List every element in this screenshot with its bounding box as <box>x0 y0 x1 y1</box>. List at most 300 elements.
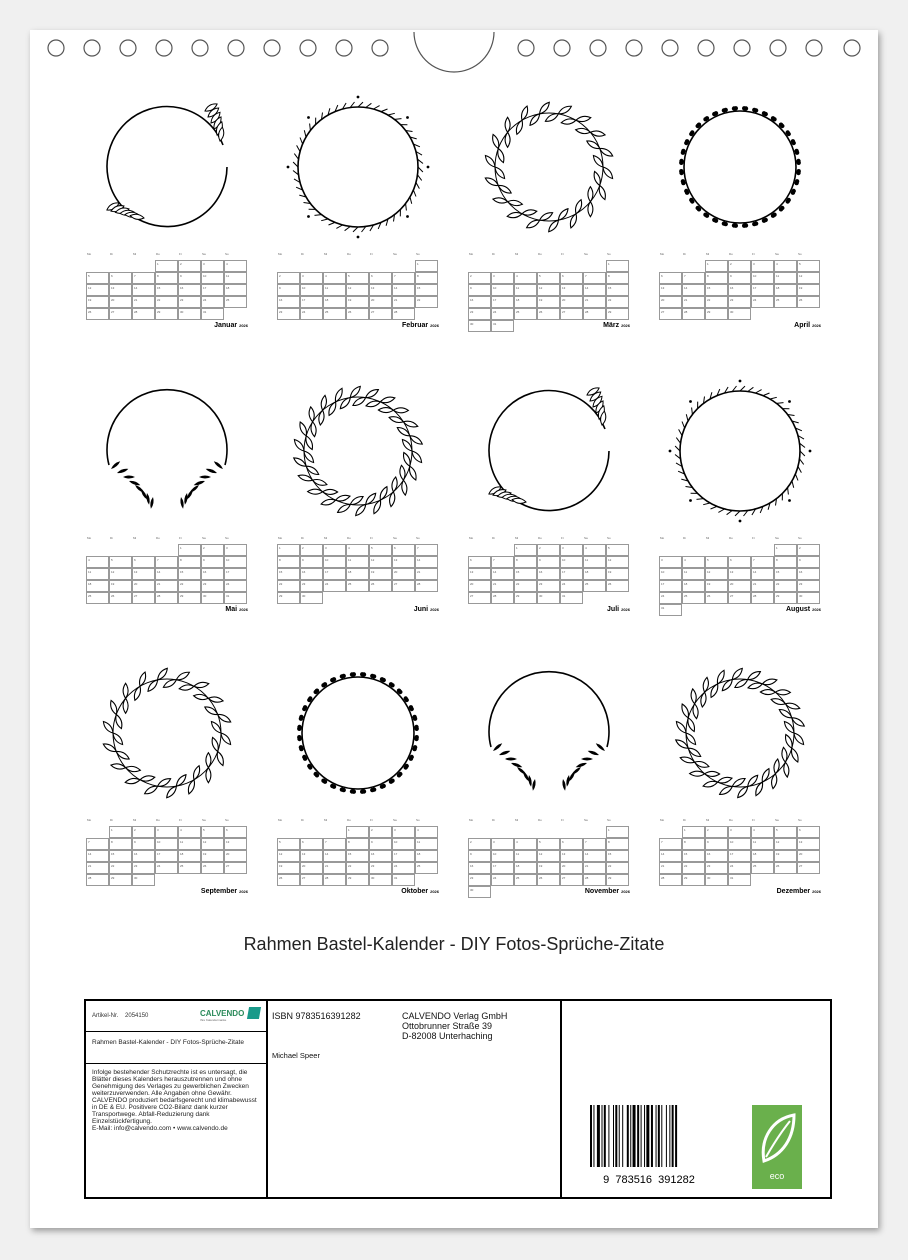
day-cell: 14 <box>392 284 415 296</box>
day-cell: 15 <box>155 284 178 296</box>
day-cell: 10 <box>300 284 323 296</box>
day-cell: 2 <box>132 826 155 838</box>
day-cell: 26 <box>797 296 820 308</box>
day-cell: 9 <box>201 556 224 568</box>
day-cell: 29 <box>705 308 728 320</box>
week-row <box>86 874 248 886</box>
calendar-title: Rahmen Bastel-Kalender - DIY Fotos-Sprüche-Zitate <box>243 934 665 954</box>
day-cell: 10 <box>751 272 774 284</box>
day-cell: 11 <box>514 284 537 296</box>
product-footer <box>84 999 832 1199</box>
day-cell: 23 <box>369 862 392 874</box>
day-cell: 3 <box>201 260 224 272</box>
day-cell: 10 <box>491 850 514 862</box>
day-cell-empty <box>682 544 705 556</box>
day-cell: 8 <box>346 838 369 850</box>
day-cell: 13 <box>132 568 155 580</box>
day-cell: 20 <box>109 296 132 308</box>
day-cell: 9 <box>797 556 820 568</box>
day-cell: 31 <box>659 604 682 616</box>
barcode-bar <box>644 1105 645 1167</box>
day-cell: 19 <box>606 568 629 580</box>
day-cell: 27 <box>109 308 132 320</box>
day-cell-empty <box>415 592 438 604</box>
weekday-label: Do <box>538 536 542 540</box>
day-cell: 26 <box>109 592 132 604</box>
month-day-grid <box>659 536 821 616</box>
day-cell: 19 <box>109 580 132 592</box>
day-cell: 19 <box>774 850 797 862</box>
barcode-bar <box>666 1105 667 1167</box>
day-cell: 2 <box>369 826 392 838</box>
weekday-label: Fr <box>370 536 373 540</box>
day-cell: 6 <box>797 826 820 838</box>
month-day-grid <box>277 818 439 886</box>
weekday-label: Mi <box>324 818 328 822</box>
weekday-label: Mo <box>469 818 474 822</box>
day-cell: 10 <box>560 556 583 568</box>
day-cell: 26 <box>201 862 224 874</box>
day-cell-empty <box>86 260 109 272</box>
day-cell: 4 <box>224 260 247 272</box>
divider <box>86 1031 266 1032</box>
day-cell: 8 <box>109 838 132 850</box>
day-cell: 26 <box>606 580 629 592</box>
day-cell: 28 <box>659 874 682 886</box>
week-row <box>468 850 630 862</box>
day-cell: 14 <box>659 850 682 862</box>
day-cell: 17 <box>659 580 682 592</box>
weekday-label: So <box>225 252 229 256</box>
day-cell: 11 <box>415 838 438 850</box>
day-cell: 19 <box>537 296 560 308</box>
day-cell: 1 <box>415 260 438 272</box>
day-cell: 26 <box>537 308 560 320</box>
day-cell-empty <box>369 592 392 604</box>
week-row <box>277 284 439 296</box>
day-cell: 29 <box>682 874 705 886</box>
day-cell: 31 <box>728 874 751 886</box>
day-cell: 8 <box>606 838 629 850</box>
month-label: Februar 2026 <box>402 322 439 329</box>
day-cell: 13 <box>560 850 583 862</box>
week-row <box>277 556 439 568</box>
day-cell: 14 <box>415 556 438 568</box>
day-cell: 18 <box>86 580 109 592</box>
weekday-label: Di <box>110 536 113 540</box>
day-cell-empty <box>514 826 537 838</box>
weekday-label: Fr <box>179 252 182 256</box>
wreath-frame <box>659 86 821 248</box>
weekday-label: Mi <box>133 818 137 822</box>
day-cell: 14 <box>86 850 109 862</box>
day-cell: 3 <box>751 260 774 272</box>
day-cell: 11 <box>514 850 537 862</box>
weekday-label: Do <box>347 818 351 822</box>
week-row <box>86 272 248 284</box>
wreath-frame <box>86 652 248 814</box>
barcode-bar <box>619 1105 620 1167</box>
month-day-grid <box>468 818 630 898</box>
weekday-label: Fr <box>370 252 373 256</box>
week-row <box>659 862 821 874</box>
barcode-bar <box>656 1105 657 1167</box>
day-cell: 11 <box>583 556 606 568</box>
day-cell: 2 <box>201 544 224 556</box>
month-5 <box>86 370 248 618</box>
day-cell: 22 <box>774 580 797 592</box>
barcode-bar <box>615 1105 617 1167</box>
weekday-label: So <box>416 252 420 256</box>
day-cell: 6 <box>132 556 155 568</box>
day-cell: 27 <box>300 874 323 886</box>
day-cell-empty <box>491 544 514 556</box>
day-cell: 14 <box>751 568 774 580</box>
day-cell-empty <box>415 308 438 320</box>
divider <box>86 1063 266 1064</box>
day-cell: 5 <box>705 556 728 568</box>
day-cell: 10 <box>659 568 682 580</box>
day-cell: 9 <box>537 556 560 568</box>
weekday-label: So <box>607 252 611 256</box>
day-cell: 15 <box>178 568 201 580</box>
article-number: Artikel-Nr. 2054150 <box>92 1013 149 1019</box>
day-cell: 15 <box>606 850 629 862</box>
month-9 <box>86 652 248 900</box>
day-cell: 8 <box>705 272 728 284</box>
month-8 <box>659 370 821 618</box>
month-label: November 2026 <box>584 888 630 895</box>
day-cell-empty <box>797 308 820 320</box>
week-row <box>468 296 630 308</box>
day-cell: 28 <box>751 592 774 604</box>
day-cell: 14 <box>155 568 178 580</box>
day-cell: 3 <box>560 544 583 556</box>
week-row <box>659 592 821 604</box>
day-cell: 4 <box>86 556 109 568</box>
day-cell: 15 <box>774 568 797 580</box>
author: Michael Speer <box>272 1051 320 1060</box>
day-cell: 20 <box>560 296 583 308</box>
barcode-bar <box>593 1105 594 1167</box>
barcode-bar <box>604 1105 606 1167</box>
day-cell: 7 <box>583 272 606 284</box>
day-cell: 22 <box>415 296 438 308</box>
day-cell: 2 <box>277 272 300 284</box>
day-cell: 28 <box>132 308 155 320</box>
month-day-grid <box>86 252 248 320</box>
day-cell: 12 <box>774 838 797 850</box>
day-cell: 4 <box>415 826 438 838</box>
week-row <box>468 308 630 320</box>
month-label: Dezember 2026 <box>776 888 821 895</box>
weekday-label: So <box>225 818 229 822</box>
calvendo-logo: CALVENDO Ihre Kalendermarke <box>200 1009 245 1022</box>
day-cell: 25 <box>751 862 774 874</box>
day-cell: 24 <box>751 296 774 308</box>
day-cell: 23 <box>797 580 820 592</box>
week-row <box>86 850 248 862</box>
day-cell: 7 <box>132 272 155 284</box>
day-cell: 11 <box>682 568 705 580</box>
day-cell-empty <box>537 320 560 332</box>
day-cell: 19 <box>705 580 728 592</box>
day-cell: 12 <box>346 284 369 296</box>
day-cell: 18 <box>514 296 537 308</box>
day-cell: 31 <box>560 592 583 604</box>
week-row <box>277 580 439 592</box>
day-cell: 24 <box>491 874 514 886</box>
day-cell: 8 <box>178 556 201 568</box>
month-label: Juli 2026 <box>607 606 630 613</box>
weekday-label: Do <box>347 252 351 256</box>
weekday-label: Sa <box>202 818 206 822</box>
day-cell: 27 <box>132 592 155 604</box>
day-cell: 30 <box>537 592 560 604</box>
day-cell: 29 <box>277 592 300 604</box>
day-cell: 7 <box>323 838 346 850</box>
weekday-label: So <box>225 536 229 540</box>
day-cell: 9 <box>132 838 155 850</box>
month-1 <box>86 86 248 334</box>
day-cell-empty <box>751 308 774 320</box>
month-label: April 2026 <box>794 322 821 329</box>
day-cell: 24 <box>224 580 247 592</box>
day-cell: 2 <box>797 544 820 556</box>
day-cell: 18 <box>415 850 438 862</box>
day-cell: 21 <box>86 862 109 874</box>
weekday-label: Fr <box>370 818 373 822</box>
day-cell-empty <box>155 544 178 556</box>
day-cell: 9 <box>468 850 491 862</box>
day-cell: 7 <box>392 272 415 284</box>
weekday-label: Do <box>729 252 733 256</box>
month-label: Mai 2026 <box>225 606 248 613</box>
day-cell: 14 <box>491 568 514 580</box>
day-cell: 22 <box>606 296 629 308</box>
day-cell: 28 <box>415 580 438 592</box>
day-cell: 21 <box>132 296 155 308</box>
day-cell: 29 <box>606 308 629 320</box>
week-row <box>468 568 630 580</box>
day-cell: 13 <box>369 284 392 296</box>
day-cell-empty <box>583 260 606 272</box>
week-row <box>659 850 821 862</box>
day-cell: 10 <box>155 838 178 850</box>
weekday-label: Di <box>301 536 304 540</box>
day-cell: 21 <box>415 568 438 580</box>
day-cell: 9 <box>300 556 323 568</box>
legal-notice: Infolge bestehender Schutzrechte ist es untersagt, die Blätter dieses Kalenders herauszutrennen und ohne Genehmigung des Verlages zu gewerblichen Zwecken weiterzuverwenden. Alle Angaben ohne Gewähr. CALVENDO produziert bedarfsgerecht und klimabewusst in DE & EU. Positivere CO2-Bilanz dank kurzer Transportwege. Abfall-Reduzierung dank Einzelstückfertigung. E-Mail: info@calvendo.com • www.calvendo.de <box>92 1069 257 1132</box>
day-cell: 26 <box>705 592 728 604</box>
day-cell: 10 <box>491 284 514 296</box>
week-row <box>468 544 630 556</box>
weekday-label: Di <box>492 252 495 256</box>
day-cell: 21 <box>751 580 774 592</box>
weekday-label: Mi <box>324 536 328 540</box>
day-cell: 20 <box>468 580 491 592</box>
day-cell: 16 <box>705 850 728 862</box>
weekday-label: So <box>416 536 420 540</box>
day-cell: 21 <box>583 862 606 874</box>
wreath-frame <box>468 652 630 814</box>
day-cell: 12 <box>797 272 820 284</box>
weekday-label: Mi <box>706 818 710 822</box>
day-cell: 12 <box>201 838 224 850</box>
day-cell: 18 <box>682 580 705 592</box>
day-cell: 31 <box>491 320 514 332</box>
weekday-label: So <box>416 818 420 822</box>
day-cell-empty <box>132 260 155 272</box>
day-cell: 20 <box>728 580 751 592</box>
day-cell: 12 <box>537 850 560 862</box>
weekday-label: Do <box>538 818 542 822</box>
day-cell: 12 <box>537 284 560 296</box>
day-cell: 17 <box>751 284 774 296</box>
day-cell: 17 <box>201 284 224 296</box>
day-cell: 15 <box>346 850 369 862</box>
day-cell: 23 <box>537 580 560 592</box>
day-cell-empty <box>705 604 728 616</box>
day-cell-empty <box>155 874 178 886</box>
day-cell: 24 <box>728 862 751 874</box>
day-cell-empty <box>468 260 491 272</box>
day-cell: 3 <box>392 826 415 838</box>
day-cell-empty <box>86 544 109 556</box>
day-cell: 3 <box>155 826 178 838</box>
day-cell-empty <box>774 874 797 886</box>
barcode-bar <box>597 1105 600 1167</box>
week-row <box>468 284 630 296</box>
day-cell: 24 <box>392 862 415 874</box>
day-cell: 5 <box>201 826 224 838</box>
day-cell: 1 <box>705 260 728 272</box>
day-cell: 18 <box>514 862 537 874</box>
day-cell: 16 <box>300 568 323 580</box>
leaf-icon <box>752 1105 802 1175</box>
day-cell: 28 <box>86 874 109 886</box>
day-cell: 25 <box>514 874 537 886</box>
day-cell-empty <box>659 826 682 838</box>
day-cell: 3 <box>300 272 323 284</box>
day-cell: 17 <box>491 296 514 308</box>
weekday-label: Di <box>110 252 113 256</box>
wreath-frame <box>659 370 821 532</box>
day-cell: 28 <box>491 592 514 604</box>
week-row <box>468 826 630 838</box>
day-cell: 6 <box>468 556 491 568</box>
day-cell: 11 <box>178 838 201 850</box>
weekday-label: Sa <box>584 818 588 822</box>
day-cell: 29 <box>109 874 132 886</box>
weekday-header <box>468 536 630 544</box>
day-cell: 5 <box>537 838 560 850</box>
day-cell: 7 <box>155 556 178 568</box>
weekday-label: Mi <box>515 818 519 822</box>
week-row <box>659 284 821 296</box>
day-cell: 4 <box>514 272 537 284</box>
week-row <box>468 874 630 886</box>
day-cell: 16 <box>797 568 820 580</box>
day-cell-empty <box>583 592 606 604</box>
day-cell-empty <box>560 260 583 272</box>
weekday-label: Fr <box>179 818 182 822</box>
day-cell-empty <box>300 260 323 272</box>
month-12 <box>659 652 821 900</box>
weekday-label: So <box>607 536 611 540</box>
day-cell: 1 <box>514 544 537 556</box>
weekday-label: Mo <box>660 818 665 822</box>
day-cell: 10 <box>323 556 346 568</box>
day-cell: 20 <box>659 296 682 308</box>
day-cell: 16 <box>468 862 491 874</box>
barcode-bar <box>622 1105 623 1167</box>
day-cell: 7 <box>583 838 606 850</box>
day-cell: 11 <box>224 272 247 284</box>
day-cell-empty <box>606 592 629 604</box>
day-cell: 24 <box>560 580 583 592</box>
day-cell: 9 <box>277 284 300 296</box>
day-cell: 10 <box>728 838 751 850</box>
day-cell: 20 <box>369 296 392 308</box>
day-cell: 12 <box>705 568 728 580</box>
weekday-label: Sa <box>393 818 397 822</box>
month-4 <box>659 86 821 334</box>
week-row <box>659 874 821 886</box>
day-cell-empty <box>751 544 774 556</box>
day-cell: 31 <box>201 308 224 320</box>
day-cell: 5 <box>537 272 560 284</box>
day-cell: 21 <box>583 296 606 308</box>
day-cell-empty <box>560 320 583 332</box>
wreath-frame <box>86 86 248 248</box>
day-cell: 5 <box>109 556 132 568</box>
month-label: September 2026 <box>200 888 248 895</box>
weekday-label: Mo <box>278 536 283 540</box>
day-cell: 30 <box>300 592 323 604</box>
day-cell-empty <box>682 260 705 272</box>
weekday-header <box>86 536 248 544</box>
day-cell: 17 <box>560 568 583 580</box>
day-cell-empty <box>323 260 346 272</box>
day-cell-empty <box>751 604 774 616</box>
day-cell: 25 <box>346 580 369 592</box>
barcode-bar <box>672 1105 674 1167</box>
day-cell: 20 <box>560 862 583 874</box>
publisher-address: CALVENDO Verlag GmbH Ottobrunner Straße 39 D-82008 Unterhaching <box>402 1011 508 1041</box>
month-label: August 2026 <box>785 606 821 613</box>
day-cell: 3 <box>491 272 514 284</box>
day-cell: 23 <box>277 308 300 320</box>
day-cell: 6 <box>560 272 583 284</box>
day-cell: 6 <box>369 272 392 284</box>
wreath-frame <box>468 370 630 532</box>
day-cell: 6 <box>109 272 132 284</box>
day-cell: 16 <box>132 850 155 862</box>
day-cell: 18 <box>178 850 201 862</box>
day-cell-empty <box>346 260 369 272</box>
day-cell: 11 <box>751 838 774 850</box>
day-cell: 25 <box>415 862 438 874</box>
day-cell-empty <box>201 874 224 886</box>
day-cell: 30 <box>201 592 224 604</box>
day-cell: 18 <box>346 568 369 580</box>
day-cell: 22 <box>514 580 537 592</box>
day-cell-empty <box>682 604 705 616</box>
weekday-label: Di <box>301 252 304 256</box>
wreath-frame <box>277 86 439 248</box>
day-cell: 27 <box>468 592 491 604</box>
